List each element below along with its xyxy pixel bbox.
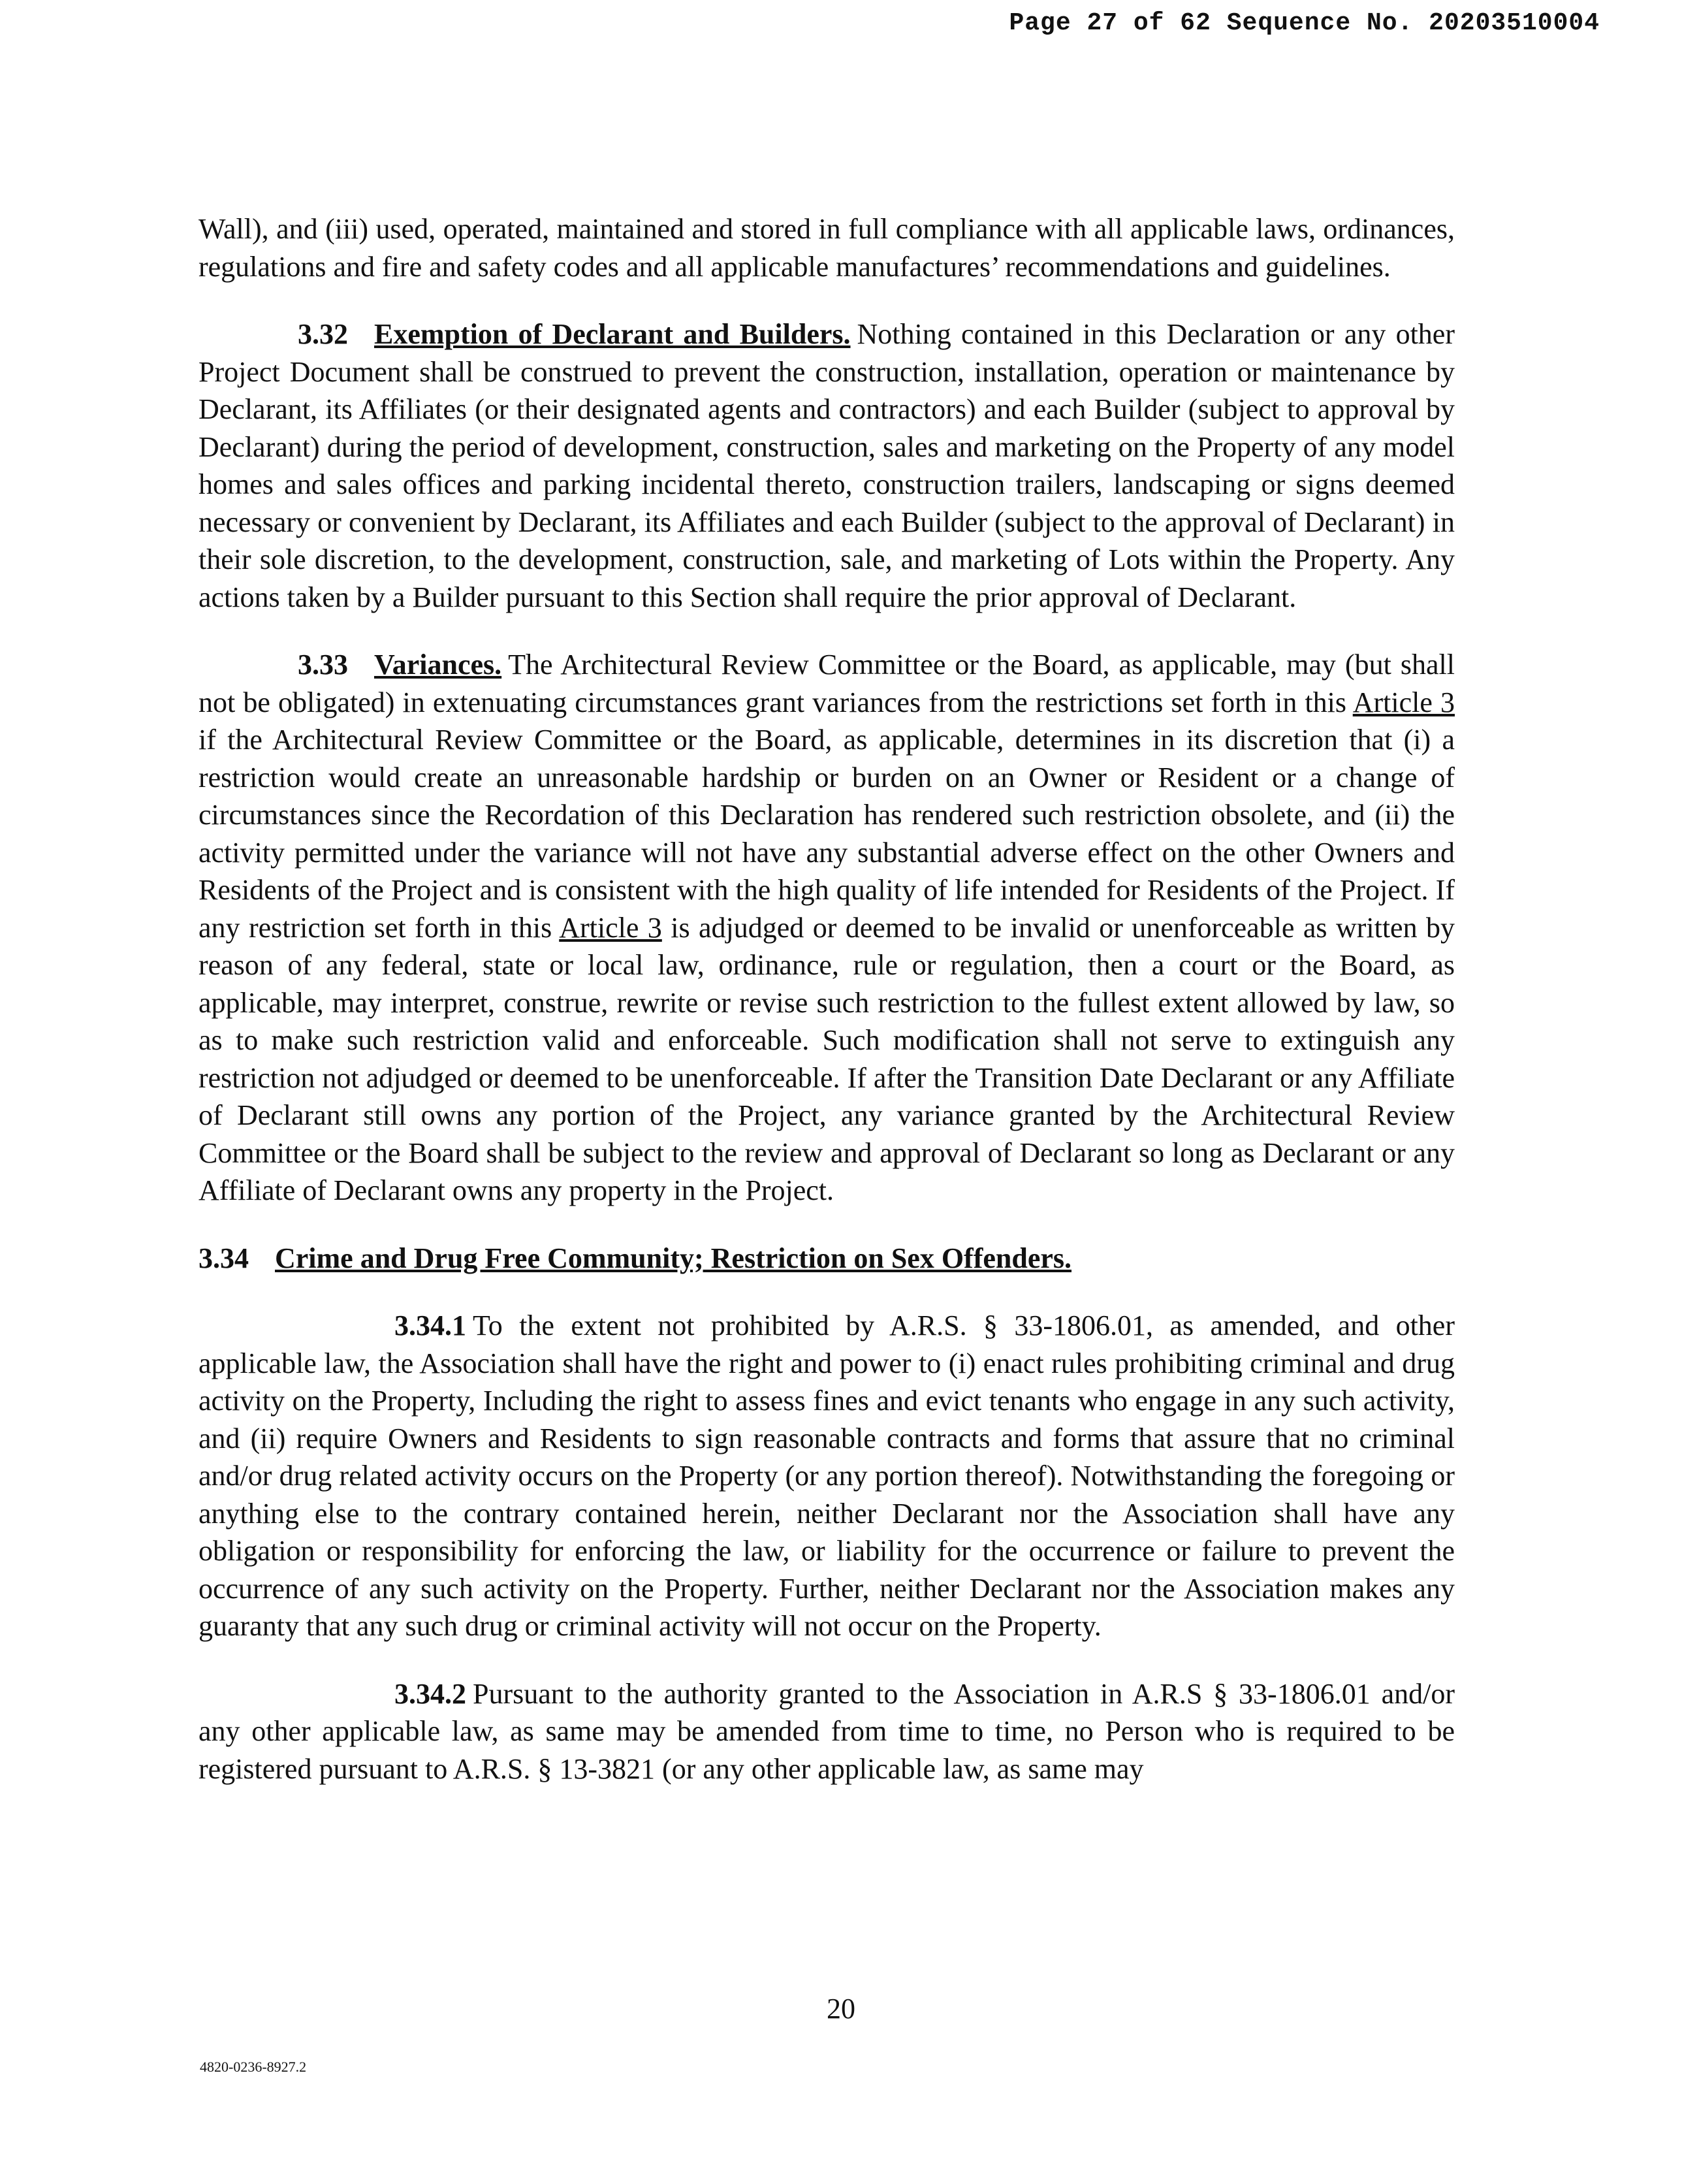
section-number: 3.32 — [298, 318, 348, 350]
section-text: The Architectural Review Committee or the Board, as applicable, may (but shall not be obligated) in extenuating circumstances grant variances from the restrictions set forth in this — [198, 649, 1455, 718]
section-text: if the Architectural Review Committee or the Board, as applicable, determines in its discretion that (i) a restriction would create an unreasonable hardship or burden on an Owner or Resident or a change of circumstances since the Recordation of this Declaration has rendered such restriction obsolete, and (ii) the activity permitted under the variance will not have any substantial adverse effect on the other Owners and Residents of the Project and is consistent with the high quality of life intended for Residents of the Project. If any restriction set forth in this — [198, 724, 1455, 944]
article-reference: Article 3 — [1352, 686, 1455, 718]
subsection-text: Pursuant to the authority granted to the Association in A.R.S § 33-1806.01 and/or any other applicable law, as same may be amended from time to time, no Person who is required to be registered pursuant to A.R.S. § 13-3821 (or any other applicable law, as same may — [198, 1677, 1455, 1785]
section-3-33 — [198, 646, 1455, 1210]
section-text: Nothing contained in this Declaration or any other Project Document shall be construed to prevent the construction, installation, operation or maintenance by Declarant, its Affiliates (or their designated agents and contractors) and each Builder (subject to approval by Declarant) during the period of development, construction, sales and marketing on the Property of any model homes and sales offices and parking incidental thereto, construction trailers, landscaping or signs deemed necessary or convenient by Declarant, its Affiliates and each Builder (subject to the approval of Declarant) in their sole discretion, to the development, construction, sale, and marketing of Lots within the Property. Any actions taken by a Builder pursuant to this Section shall require the prior approval of Declarant. — [198, 318, 1455, 613]
section-3-34-2 — [198, 1675, 1455, 1788]
document-id: 4820-0236-8927.2 — [200, 2059, 307, 2075]
subsection-number: 3.34.2 — [394, 1677, 466, 1710]
subsection-number: 3.34.1 — [394, 1309, 466, 1341]
section-title: Variances. — [374, 649, 502, 681]
section-3-32 — [198, 315, 1455, 616]
section-3-34-heading — [198, 1240, 1455, 1277]
subsection-text: To the extent not prohibited by A.R.S. § 33-1806.01, as amended, and other applicable law, the Association shall have the right and power to (i) enact rules prohibiting criminal and drug activity on the Property, Including the right to assess fines and evict tenants who engage in any such activity, and (ii) require Owners and Residents to sign reasonable contracts and forms that assure that no criminal and/or drug related activity occurs on the Property (or any portion thereof). Notwithstanding the foregoing or anything else to the contrary contained herein, neither Declarant nor the Association shall have any obligation or responsibility for enforcing the law, or liability for the occurrence or failure to prevent the occurrence of any such activity on the Property. Further, neither Declarant nor the Association makes any guaranty that any such drug or criminal activity will not occur on the Property. — [198, 1309, 1455, 1642]
continuation-paragraph: Wall), and (iii) used, operated, maintained and stored in full compliance with all applicable laws, ordinances, regulations and fire and safety codes and all applicable manufactures’ recommendations and guidelines. — [198, 213, 1455, 283]
section-number: 3.33 — [298, 649, 348, 681]
section-text: is adjudged or deemed to be invalid or unenforceable as written by reason of any federal, state or local law, ordinance, rule or regulation, then a court or the Board, as applicable, may interpret, construe, rewrite or revise such restriction to the fullest extent allowed by law, so as to make such restriction valid and enforceable. Such modification shall not serve to extinguish any restriction not adjudged or deemed to be unenforceable. If after the Transition Date Declarant or any Affiliate of Declarant still owns any portion of the Project, any variance granted by the Architectural Review Committee or the Board shall be subject to the review and approval of Declarant so long as Declarant or any Affiliate of Declarant owns any property in the Project. — [198, 911, 1455, 1206]
section-number: 3.34 — [198, 1242, 249, 1274]
page-number: 20 — [827, 1993, 855, 2025]
section-title: Exemption of Declarant and Builders. — [374, 318, 851, 350]
section-3-34-1 — [198, 1307, 1455, 1645]
document-body — [198, 210, 1455, 1818]
section-title: Crime and Drug Free Community; Restriction on Sex Offenders. — [275, 1242, 1072, 1274]
article-reference: Article 3 — [559, 911, 662, 944]
page-sequence-header: Page 27 of 62 Sequence No. 20203510004 — [1009, 9, 1600, 37]
